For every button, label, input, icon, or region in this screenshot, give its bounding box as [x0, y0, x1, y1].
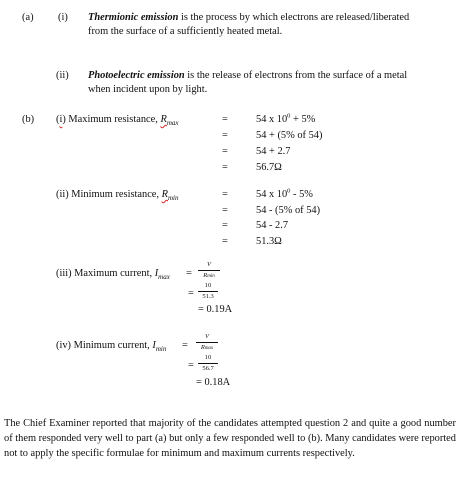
thermionic-definition-line2: from the surface of a sufficiently heated metal. [88, 26, 283, 37]
max-current-result: = 0.19A [198, 304, 233, 315]
max-cur-formula-fraction: V Rmin [198, 261, 220, 281]
part-a-label: (a) [22, 12, 34, 23]
min-res-step-2: 54 - (5% of 54) [256, 205, 321, 216]
term-thermionic-emission: Thermionic emission [88, 12, 179, 23]
max-cur-numeric-fraction: 10 51.3 [198, 282, 218, 301]
r-min-symbol: $R_{min}$ [161, 189, 179, 203]
max-res-eq-4: = [222, 162, 228, 173]
max-current-label: (iii) Maximum current, $I_{max}$ [56, 268, 170, 282]
min-resistance-label: (ii) Minimum resistance, $R_{min}$ [56, 189, 179, 203]
thermionic-definition-line1: Thermionic emission is the process by which electrons are released/liberated [88, 12, 410, 23]
part-a-i-label: (i) [58, 12, 68, 23]
max-res-step-2: 54 + (5% of 54) [256, 130, 323, 141]
max-res-step-3: 54 + 2.7 [256, 146, 291, 157]
max-cur-eq-2: = [188, 288, 194, 299]
min-res-eq-4: = [222, 236, 228, 247]
part-b-label: (b) [22, 114, 35, 125]
min-cur-numeric-fraction: 10 56.7 [198, 354, 218, 373]
max-res-result: 56.7Ω [256, 162, 282, 173]
photoelectric-definition-line2: when incident upon by light. [88, 84, 208, 95]
max-res-eq-1: = [222, 114, 228, 125]
min-res-eq-2: = [222, 205, 228, 216]
i-min-symbol: $I_{min}$ [152, 340, 167, 354]
max-resistance-label: (i) Maximum resistance, $R_{max}$ [56, 114, 179, 128]
part-a-ii-label: (ii) [56, 70, 69, 81]
max-res-eq-2: = [222, 130, 228, 141]
chief-examiner-report: The Chief Examiner reported that majority of the candidates attempted question 2 and quite a good number of them responded very well to part (a) but only a few responded well to (b). Many candidates were reported not to apply the specific formulae for minimum and maximum currents respectively. [4, 418, 456, 459]
photoelectric-definition-line1: Photoelectric emission is the release of electrons from the surface of a metal [88, 70, 408, 81]
r-max-symbol: $R_{max}$ [160, 114, 179, 128]
min-res-eq-3: = [222, 220, 228, 231]
term-photoelectric-emission: Photoelectric emission [88, 70, 185, 81]
min-res-eq-1: = [222, 189, 228, 200]
min-cur-eq-1: = [182, 340, 188, 351]
max-res-step-1: 54 x $10^0 + 5\%$ [256, 112, 316, 125]
min-res-step-3: 54 - 2.7 [256, 220, 289, 231]
min-cur-formula-fraction: V Rmax [196, 333, 218, 353]
min-current-label: (iv) Minimum current, $I_{min}$ [56, 340, 167, 354]
min-current-result: = 0.18A [196, 377, 231, 388]
min-res-result: 51.3Ω [256, 236, 282, 247]
max-res-eq-3: = [222, 146, 228, 157]
i-max-symbol: $I_{max}$ [154, 268, 170, 282]
min-cur-eq-2: = [188, 360, 194, 371]
max-cur-eq-1: = [186, 268, 192, 279]
min-res-step-1: 54 x $10^0 - 5\%$ [256, 187, 313, 200]
